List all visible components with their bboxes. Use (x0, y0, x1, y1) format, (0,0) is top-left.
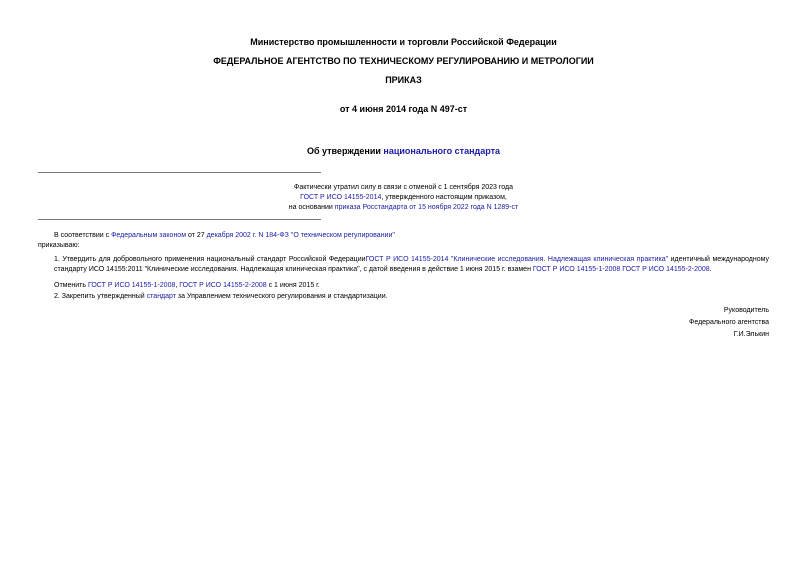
agency-heading: ФЕДЕРАЛЬНОЕ АГЕНТСТВО ПО ТЕХНИЧЕСКОМУ РЕГУЛИРОВАНИЮ И МЕТРОЛОГИИ (213, 56, 594, 66)
status-note-line2 (0, 193, 807, 203)
document-title (0, 146, 807, 157)
item-1-paragraph (38, 255, 769, 275)
status-note-line2-text: , утвержденного настоящим приказом, (381, 194, 507, 201)
divider-top (38, 172, 321, 173)
federal-law-date-link[interactable]: декабря 2002 г. N 184-ФЗ "О техническом регулировании" (206, 232, 395, 239)
cancel-prefix: Отменить (54, 282, 88, 289)
gost-14155-1-2008-link[interactable]: ГОСТ Р ИСО 14155-1-2008 (532, 266, 621, 273)
status-note (0, 183, 807, 213)
cancel-paragraph (38, 281, 769, 291)
signature-block (689, 306, 769, 340)
document-body (38, 231, 769, 302)
status-note-line3-prefix: на основании (288, 204, 335, 211)
item-2-prefix: 2. Закрепить утвержденный (54, 293, 147, 300)
signature-agency: Федерального агентства (689, 319, 769, 326)
cancel-gost-2-link[interactable]: ГОСТ Р ИСО 14155-2-2008 (179, 282, 267, 289)
status-note-gost-link[interactable]: ГОСТ Р ИСО 14155-2014 (300, 194, 382, 201)
status-note-order-link[interactable]: приказа Росстандарта от 15 ноября 2022 года N 1289-ст (334, 204, 519, 211)
item-1-prefix: 1. Утвердить для добровольного применения национальный стандарт Российской Федерации (54, 256, 366, 263)
federal-law-link[interactable]: Федеральным законом (111, 232, 187, 239)
intro-paragraph (38, 231, 769, 241)
title-prefix: Об утверждении (306, 146, 384, 156)
gost-14155-2-2008-link[interactable]: ГОСТ Р ИСО 14155-2-2008 (622, 266, 710, 273)
item-1-end: . (709, 266, 712, 273)
signature-name: Г.И.Элькин (733, 331, 769, 338)
order-word: приказываю: (38, 242, 80, 249)
intro-prefix: В соответствии с (54, 232, 112, 239)
date-number: от 4 июня 2014 года N 497-ст (339, 104, 468, 114)
status-note-line1: Фактически утратил силу в связи с отменой с 1 сентября 2023 года (294, 184, 513, 191)
title-link[interactable]: национального стандарта (383, 146, 501, 156)
gost-14155-2014-link[interactable]: ГОСТ Р ИСО 14155-2014 "Клинические исследования. Надлежащая клиническая практика" (365, 256, 669, 263)
signature-title: Руководитель (723, 307, 769, 314)
item-2-rest: за Управлением технического регулирования и стандартизации. (175, 293, 388, 300)
status-note-line3 (0, 203, 807, 213)
ministry-heading: Министерство промышленности и торговли Российской Федерации (250, 37, 557, 47)
item-1-text: идентичный международному стандарту ИСО 14155:2011 "Клинические исследования. Надлежащая клиническая практика", с датой введения в действие 1 июня 2015 г. взамен (54, 256, 769, 273)
item-2-paragraph (38, 292, 769, 302)
intro-mid: от 27 (186, 232, 207, 239)
document-type: ПРИКАЗ (385, 75, 422, 85)
cancel-sep: , (175, 282, 180, 289)
cancel-end: с 1 июня 2015 г. (266, 282, 320, 289)
standard-link[interactable]: стандарт (146, 293, 176, 300)
divider-bottom (38, 219, 321, 220)
cancel-gost-1-link[interactable]: ГОСТ Р ИСО 14155-1-2008 (87, 282, 176, 289)
